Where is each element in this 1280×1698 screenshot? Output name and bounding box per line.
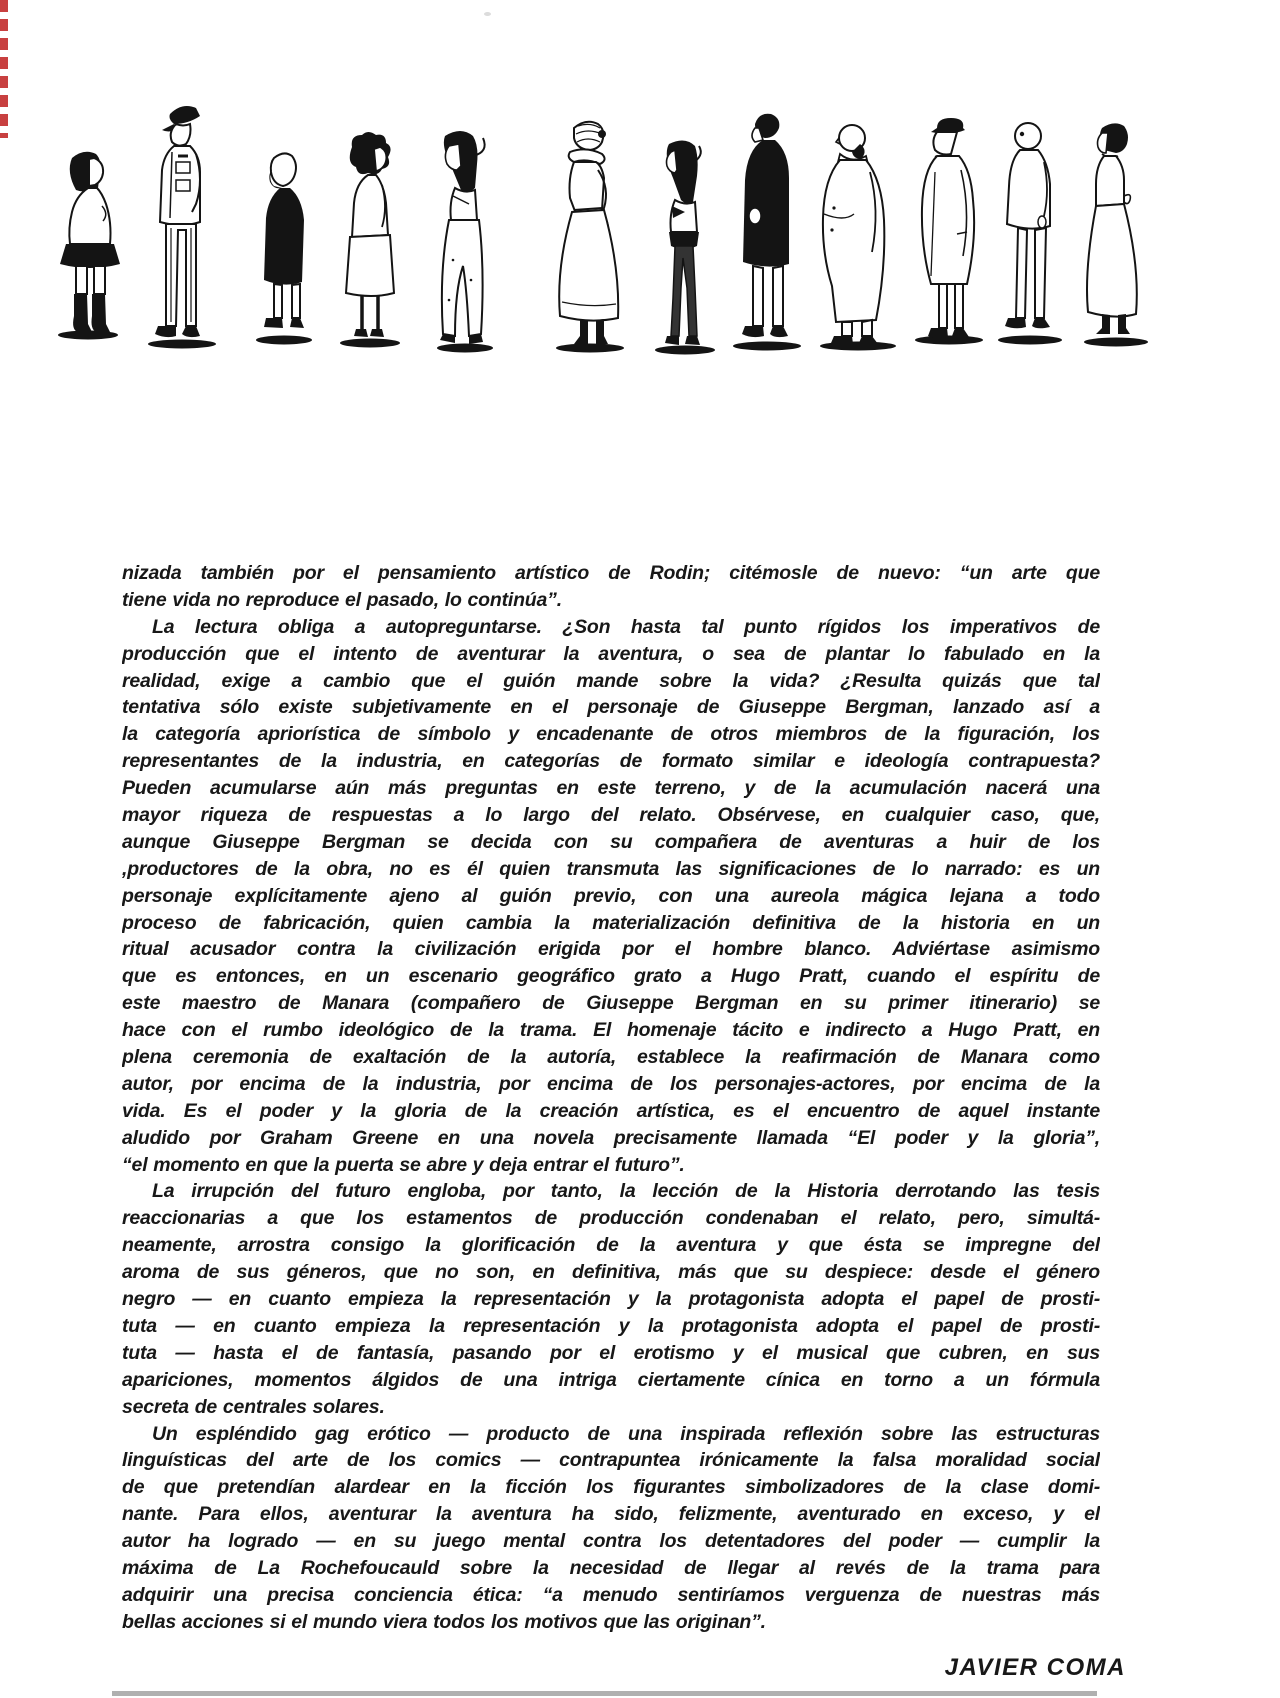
text-line: secreta de centrales solares.	[122, 1395, 385, 1418]
text-line: apariciones, momentos álgidos de una intriga ciertamente cínica en torno a un fórmula	[122, 1368, 1100, 1391]
text-line: linguísticas del arte de los comics — contrapuntea irónicamente la falsa moralidad social	[122, 1449, 1100, 1472]
figure-curly-woman-icon	[330, 131, 406, 349]
text-line: La lectura obliga a autopreguntarse. ¿Son hasta tal punto rígidos los imperativos de	[152, 615, 1100, 638]
text-line: autor, por encima de la industria, por encima de los personajes-actores, por encima de la	[122, 1072, 1100, 1095]
text-line: aroma de sus géneros, que no son, en definitiva, más que su despiece: desde el género	[122, 1261, 1100, 1284]
text-line: aludido por Graham Greene en una novela precisamente llamada “El poder y la gloria”,	[122, 1126, 1100, 1149]
text-line: vida. Es el poder y la gloria de la creación artística, es el encuentro de aquel instante	[122, 1099, 1100, 1122]
text-line: bellas acciones si el mundo viera todos los motivos que las originan”.	[122, 1610, 766, 1633]
text-line: hace con el rumbo ideológico de la trama. El homenaje tácito e indirecto a Hugo Pratt, en	[122, 1019, 1100, 1042]
figure-bald-man-sweater-icon	[990, 118, 1074, 346]
text-line: adquirir una precisa conciencia ética: “a menudo sentiríamos verguenza de nuestras más	[122, 1583, 1100, 1606]
figure-headwrap-woman-icon	[540, 118, 635, 354]
text-line: representantes de la industria, en categorías de formato similar e ideología contrapuesta?	[122, 750, 1100, 773]
text-line: este maestro de Manara (compañero de Giuseppe Bergman en su primer itinerario) se	[122, 992, 1100, 1015]
text-line: La irrupción del futuro engloba, por tanto, la lección de la Historia derrotando las tesis	[152, 1180, 1100, 1203]
text-line: nante. Para ellos, aventurar la aventura ha sido, felizmente, aventurado en exceso, y el	[122, 1503, 1100, 1526]
text-line: tuta — en cuanto empieza la representación y la protagonista adopta el papel de prosti-	[122, 1314, 1100, 1337]
text-line: neamente, arrostra consigo la glorificación de la aventura y que ésta se impregne del	[122, 1234, 1100, 1257]
text-line: negro — en cuanto empieza la representación y la protagonista adopta el papel de prosti-	[122, 1288, 1100, 1311]
text-line: ,productores de la obra, no es él quien transmuta las significaciones de lo narrado: es un	[122, 857, 1100, 880]
text-line: plena ceremonia de exaltación de la autoría, establece la reafirmación de Manara como	[122, 1046, 1100, 1069]
text-line: aunque Giuseppe Bergman se decida con su compañera de aventuras a huir de los	[122, 830, 1100, 853]
figure-man-black-coat-icon	[248, 148, 320, 346]
text-line: realidad, exige a cambio que el guión mande sobre la vida? ¿Resulta quizás que tal	[122, 669, 1100, 692]
text-line: personaje explícitamente ajeno al guión previo, con una aureola mágica lejana a todo	[122, 884, 1100, 907]
text-line: autor ha logrado — en su juego mental contra los detentadores del poder — cumplir la	[122, 1530, 1100, 1553]
text-line: ritual acusador contra la civilización erigida por el hombre blanco. Adviértase asimismo	[122, 938, 1100, 961]
text-line: tuta — hasta el de fantasía, pasando por el erotismo y el musical que cubren, en sus	[122, 1341, 1100, 1364]
text-line: tiene vida no reproduce el pasado, lo continúa”.	[122, 588, 562, 611]
text-line: proceso de fabricación, quien cambia la materialización definitiva de la historia en un	[122, 911, 1100, 934]
figure-military-officer-icon	[138, 100, 228, 350]
text-line: de que pretendían alardear en la ficción los figurantes simbolizadores de la clase domi-	[122, 1476, 1100, 1499]
bottom-rule	[112, 1691, 1097, 1696]
text-line: mayor riqueza de respuestas a lo largo del relato. Obsérvese, en cualquier caso, que,	[122, 804, 1100, 827]
text-line: Un espléndido gag erótico — producto de una inspirada reflexión sobre las estructuras	[152, 1422, 1100, 1445]
text-line: “el momento en que la puerta se abre y deja entrar el futuro”.	[122, 1153, 685, 1176]
article-text-column	[122, 560, 1100, 1636]
text-line: reaccionarias a que los estamentos de producción condenaban el relato, pero, simultá-	[122, 1207, 1100, 1230]
text-line: producción que el intento de aventurar la aventura, o sea de plantar lo fabulado en la	[122, 642, 1100, 665]
text-line: la categoría apriorística de símbolo y encadenante de otros miembros de la figuración, los	[122, 723, 1100, 746]
figure-hat-man-overcoat-icon	[905, 116, 993, 346]
text-line: tentativa sólo existe subjetivamente en el personaje de Giuseppe Bergman, lanzado así a	[122, 696, 1100, 719]
text-line: que es entonces, en un escenario geográfico grato a Hugo Pratt, cuando el espíritu de	[122, 965, 1100, 988]
queue-illustration	[0, 0, 1280, 400]
author-signature: JAVIER COMA	[944, 1654, 1126, 1681]
figure-stout-woman-icon	[52, 146, 128, 342]
figure-fat-man-overcoat-icon	[810, 118, 906, 352]
figure-bikini-woman-icon	[645, 138, 727, 356]
figure-gown-woman-icon	[425, 130, 505, 354]
text-line: Pueden acumularse aún más preguntas en este terreno, y de la acumulación nacerá una	[122, 777, 1100, 800]
text-line: máxima de La Rochefoucauld sobre la necesidad de llegar al revés de la trama para	[122, 1556, 1100, 1579]
figure-coat-dress-woman-icon	[1070, 120, 1160, 348]
text-line: nizada también por el pensamiento artístico de Rodin; citémosle de nuevo: “un arte que	[122, 562, 1100, 584]
figure-bowed-man-black-coat-icon	[725, 100, 810, 352]
